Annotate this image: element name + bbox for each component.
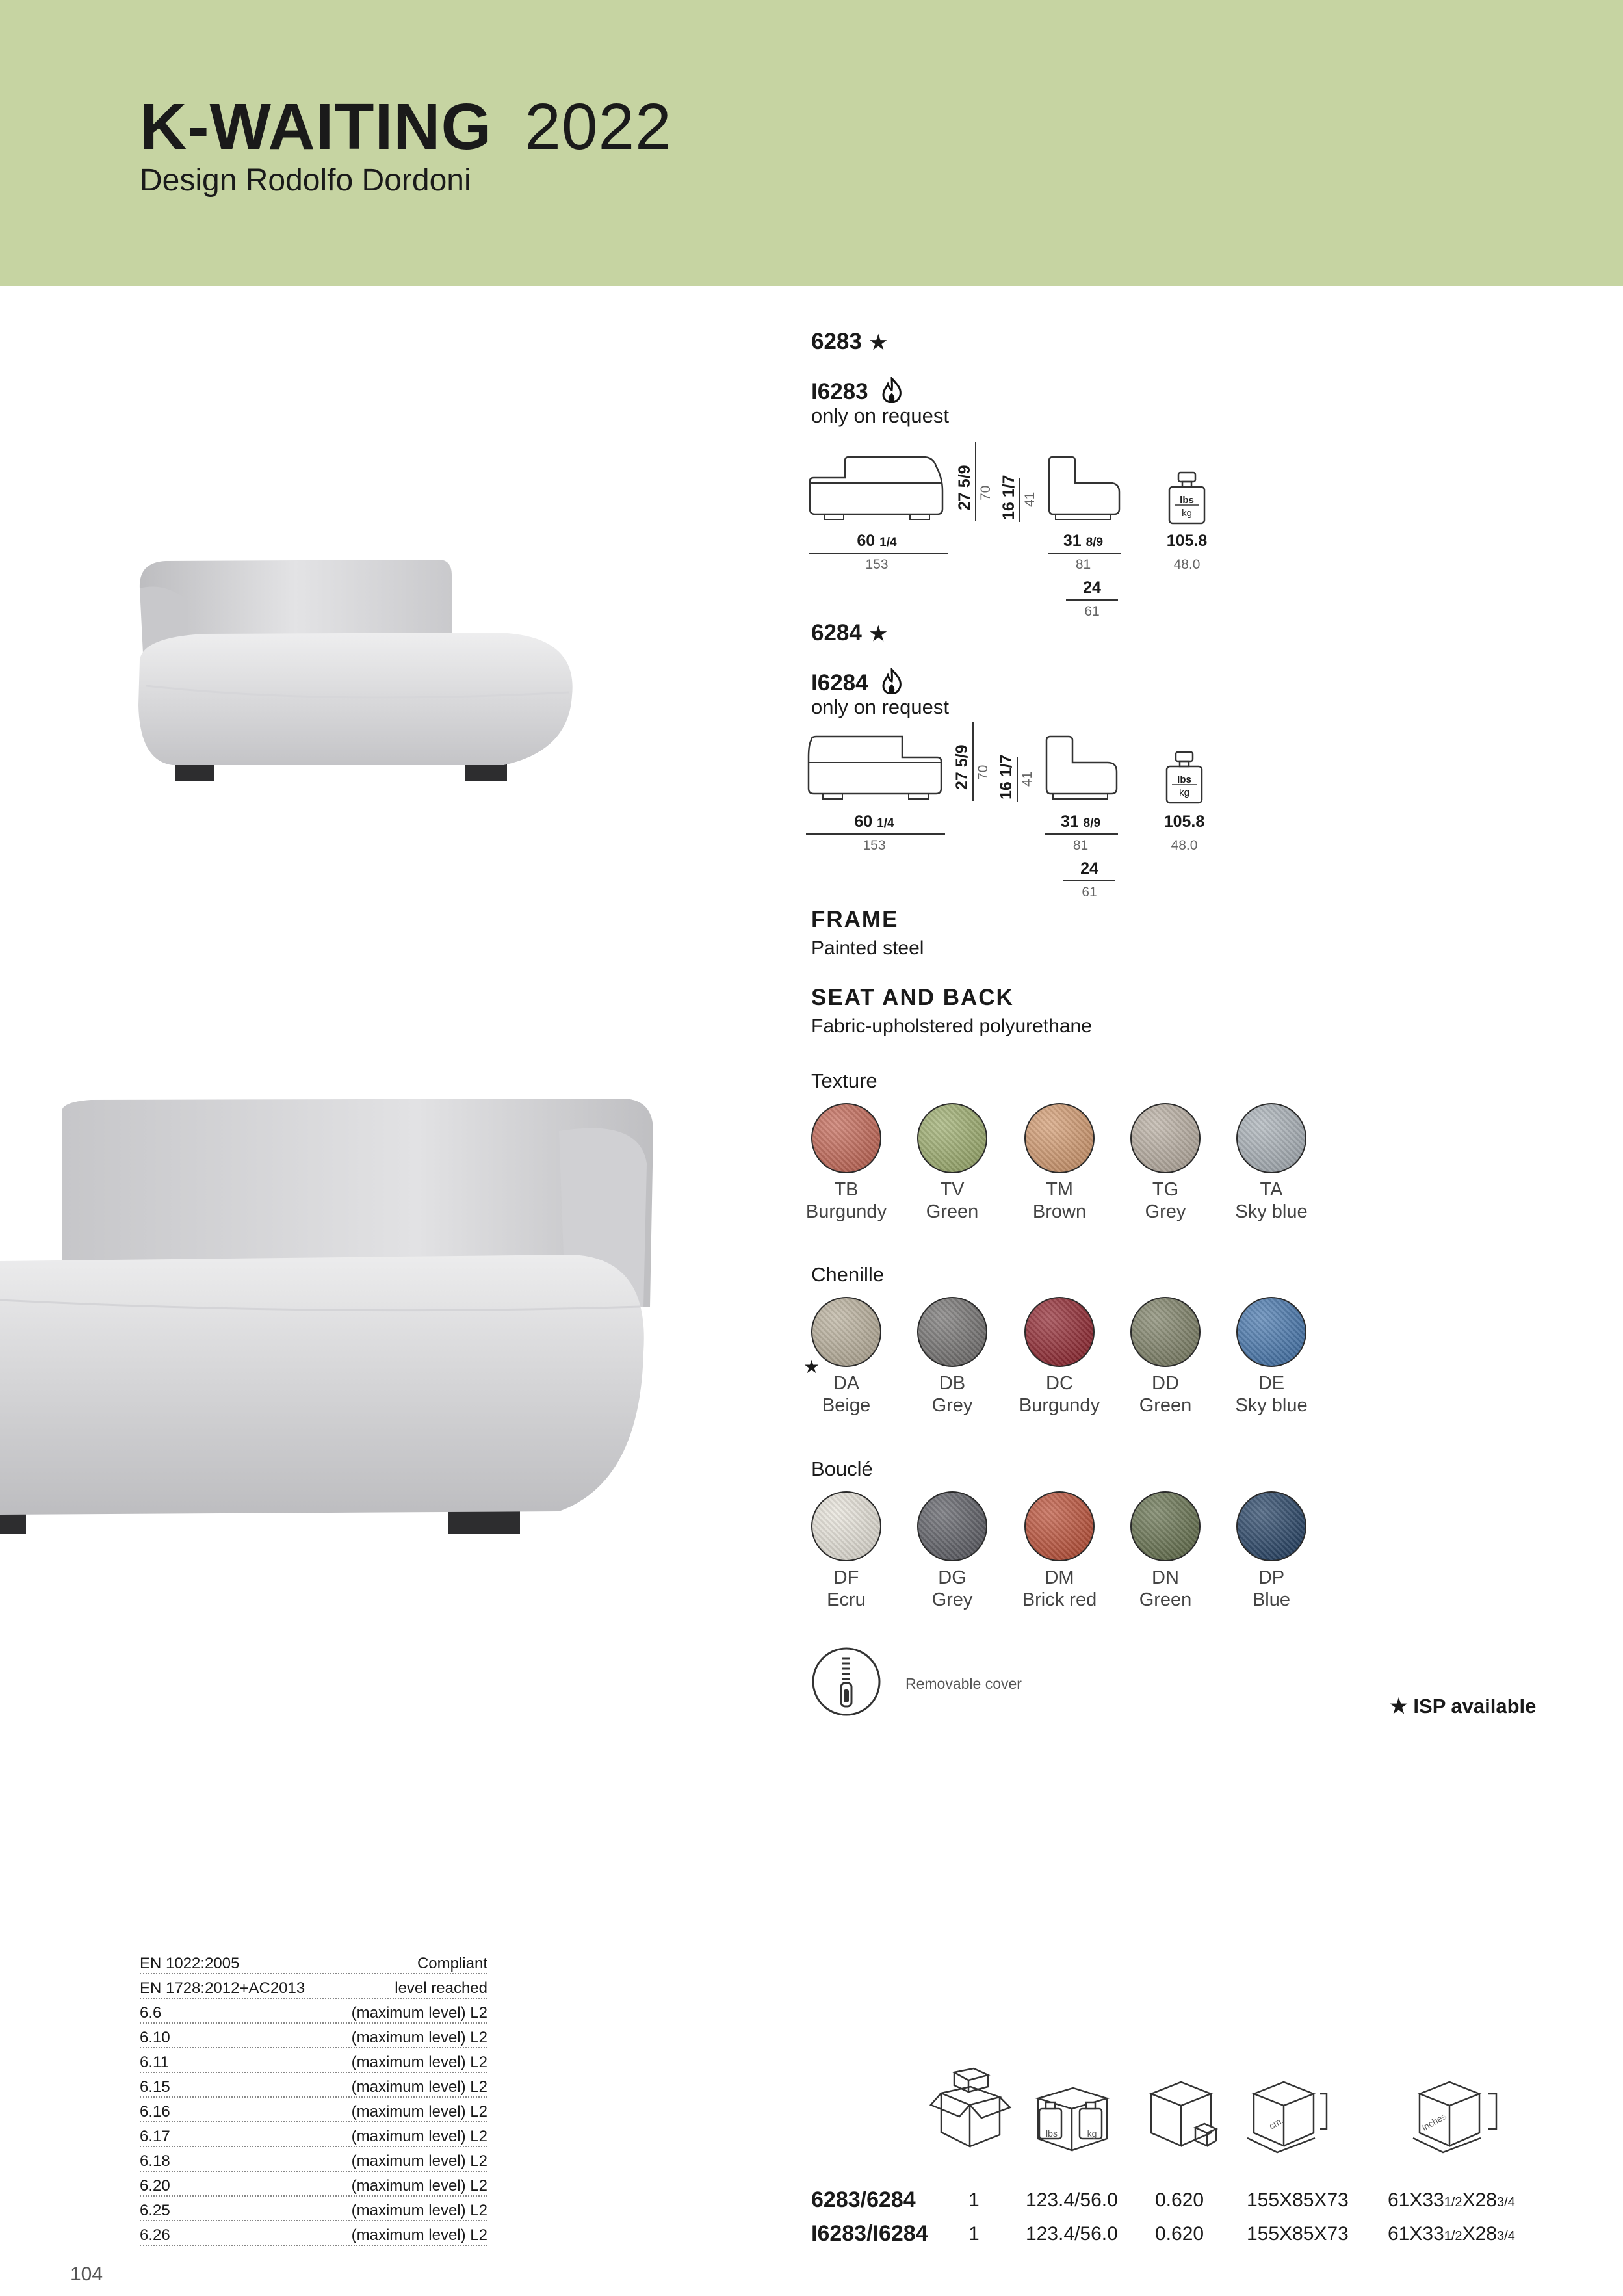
fabric-code: DP bbox=[1258, 1567, 1285, 1588]
certification-value: (maximum level) L2 bbox=[351, 2202, 487, 2219]
package-count: 1 bbox=[968, 2223, 980, 2245]
depth-inch: 31 8/9 bbox=[1063, 532, 1104, 550]
certification-value: (maximum level) L2 bbox=[351, 2078, 487, 2096]
fabric-code: DB bbox=[939, 1373, 966, 1394]
fabric-color-name: Ecru bbox=[827, 1589, 866, 1610]
leader-line bbox=[140, 2220, 487, 2221]
fabric-swatch bbox=[1024, 1491, 1095, 1561]
package-weight: 123.4/56.0 bbox=[1026, 2223, 1118, 2245]
width-dim-line bbox=[809, 553, 948, 554]
fabric-color-name: Brown bbox=[1032, 1201, 1087, 1222]
star-icon: ★ bbox=[869, 332, 887, 354]
weight-kg: 48.0 bbox=[1171, 838, 1198, 853]
certification-label: EN 1022:2005 bbox=[140, 1955, 240, 1972]
certification-row bbox=[140, 2004, 487, 2025]
side-view-drawing bbox=[1043, 731, 1121, 806]
inches-label: inches bbox=[1420, 2110, 1448, 2133]
fabric-code: DA bbox=[833, 1373, 860, 1394]
leader-line bbox=[140, 2072, 487, 2073]
depth-cm: 81 bbox=[1072, 838, 1089, 853]
package-code: 6283/6284 bbox=[811, 2187, 916, 2212]
product-title: K-WAITING 2022 bbox=[140, 90, 672, 163]
fabric-label bbox=[1001, 1372, 1118, 1416]
fabric-label bbox=[788, 1567, 905, 1611]
fabric-swatch bbox=[1130, 1103, 1201, 1173]
fire-retardant-code: I6284 bbox=[811, 668, 904, 696]
fabric-swatch bbox=[1130, 1491, 1201, 1561]
frame-heading: FRAME bbox=[811, 907, 899, 932]
weight-unit-kg: kg bbox=[1179, 787, 1189, 798]
certification-row bbox=[140, 2029, 487, 2050]
certification-value: (maximum level) L2 bbox=[351, 2029, 487, 2046]
height-dim-line bbox=[975, 442, 976, 521]
certification-row bbox=[140, 1955, 487, 1976]
package-size-cm: 155X85X73 bbox=[1247, 2223, 1349, 2245]
weight-lbs: 105.8 bbox=[1163, 813, 1205, 831]
fabric-code: DC bbox=[1046, 1373, 1073, 1394]
certification-label: 6.11 bbox=[140, 2054, 169, 2071]
certification-value: level reached bbox=[395, 1979, 487, 1997]
seat-height-cm: 41 bbox=[1022, 491, 1037, 507]
seat-depth-dim-line bbox=[1066, 599, 1118, 601]
height-inch: 27 5/9 bbox=[953, 744, 971, 790]
fabric-code: DD bbox=[1152, 1373, 1179, 1394]
certification-value: Compliant bbox=[417, 1955, 487, 1972]
seat-depth-cm: 61 bbox=[1084, 604, 1100, 619]
package-code: I6283/I6284 bbox=[811, 2221, 928, 2246]
certification-row bbox=[140, 2128, 487, 2148]
fabric-code: DN bbox=[1152, 1567, 1179, 1588]
seat-depth-inch: 24 bbox=[1080, 859, 1098, 878]
depth-dim-line bbox=[1045, 833, 1118, 835]
certification-label: 6.10 bbox=[140, 2029, 170, 2046]
request-note: only on request bbox=[811, 404, 949, 427]
packages-count-icon bbox=[928, 2067, 1013, 2155]
seat-text: Fabric-upholstered polyurethane bbox=[811, 1015, 1092, 1037]
package-size-inch: 61X331/2X283/4 bbox=[1388, 2189, 1515, 2211]
fabric-label bbox=[1213, 1372, 1330, 1416]
certification-value: (maximum level) L2 bbox=[351, 2152, 487, 2170]
header-band bbox=[0, 0, 1623, 286]
package-volume: 0.620 bbox=[1155, 2223, 1204, 2245]
weight-kg: 48.0 bbox=[1173, 557, 1201, 572]
leader-line bbox=[140, 2096, 487, 2098]
height-cm: 70 bbox=[978, 485, 993, 501]
certification-value: (maximum level) L2 bbox=[351, 2226, 487, 2244]
fabric-color-name: Grey bbox=[931, 1589, 973, 1610]
width-cm: 153 bbox=[865, 557, 889, 572]
fabric-label bbox=[788, 1372, 905, 1416]
fabric-color-name: Beige bbox=[822, 1395, 871, 1416]
width-inch: 60 1/4 bbox=[854, 813, 894, 831]
fabric-label bbox=[1213, 1567, 1330, 1611]
fabric-color-name: Green bbox=[1139, 1395, 1192, 1416]
depth-inch: 31 8/9 bbox=[1060, 813, 1101, 831]
fabric-label bbox=[894, 1179, 1011, 1223]
fabric-code: TG bbox=[1152, 1179, 1179, 1200]
fabric-label bbox=[894, 1372, 1011, 1416]
fabric-label bbox=[1213, 1179, 1330, 1223]
frame-text: Painted steel bbox=[811, 937, 924, 959]
isp-available-note: ★ ISP available bbox=[1390, 1695, 1537, 1717]
fabric-code: DF bbox=[833, 1567, 859, 1588]
fabric-group-heading: Texture bbox=[811, 1069, 877, 1092]
package-volume-icon bbox=[1147, 2077, 1222, 2155]
product-code: 6283 ★ bbox=[811, 329, 887, 354]
fabric-code: TV bbox=[940, 1179, 965, 1200]
weight-unit-lbs: lbs bbox=[1177, 774, 1191, 785]
certification-label: 6.20 bbox=[140, 2177, 170, 2195]
leader-line bbox=[140, 2121, 487, 2122]
fabric-group-heading: Bouclé bbox=[811, 1457, 873, 1480]
seat-dim-line bbox=[1017, 757, 1018, 802]
certification-row bbox=[140, 2152, 487, 2173]
fabric-swatch bbox=[811, 1297, 881, 1367]
package-count: 1 bbox=[968, 2189, 980, 2211]
certification-label: 6.16 bbox=[140, 2103, 170, 2120]
seat-dim-line bbox=[1019, 478, 1020, 522]
side-view-drawing bbox=[1045, 452, 1123, 527]
seat-depth-inch: 24 bbox=[1083, 579, 1101, 597]
leader-line bbox=[140, 1973, 487, 1974]
certification-row bbox=[140, 1979, 487, 2000]
leader-line bbox=[140, 1998, 487, 1999]
star-icon: ★ bbox=[803, 1357, 820, 1377]
removable-cover-label: Removable cover bbox=[905, 1675, 1022, 1692]
certification-value: (maximum level) L2 bbox=[351, 2128, 487, 2145]
fabric-code: DM bbox=[1045, 1567, 1074, 1588]
fabric-code: DE bbox=[1258, 1373, 1285, 1394]
weight-lbs: 105.8 bbox=[1166, 532, 1208, 550]
certification-label: 6.26 bbox=[140, 2226, 170, 2244]
fabric-color-name: Grey bbox=[931, 1395, 973, 1416]
certification-value: (maximum level) L2 bbox=[351, 2054, 487, 2071]
fabric-swatch bbox=[917, 1297, 987, 1367]
fabric-color-name: Burgundy bbox=[805, 1201, 887, 1222]
weight-unit-kg: kg bbox=[1182, 508, 1192, 519]
fabric-swatch bbox=[1236, 1491, 1306, 1561]
certification-label: EN 1728:2012+AC2013 bbox=[140, 1979, 305, 1997]
height-cm: 70 bbox=[976, 764, 991, 780]
fabric-swatch bbox=[1130, 1297, 1201, 1367]
seat-heading: SEAT AND BACK bbox=[811, 985, 1014, 1010]
fabric-swatch bbox=[917, 1491, 987, 1561]
kg-label: kg bbox=[1087, 2128, 1097, 2139]
package-size-inch: 61X331/2X283/4 bbox=[1388, 2223, 1515, 2245]
seat-height-inch: 16 1/7 bbox=[1000, 475, 1018, 520]
certification-label: 6.17 bbox=[140, 2128, 170, 2145]
fire-retardant-code: I6283 bbox=[811, 377, 904, 405]
package-weight: 123.4/56.0 bbox=[1026, 2189, 1118, 2211]
fabric-label bbox=[894, 1567, 1011, 1611]
fabric-color-name: Sky blue bbox=[1235, 1395, 1308, 1416]
sofa-module-photo bbox=[127, 556, 582, 800]
leader-line bbox=[140, 2171, 487, 2172]
packaging-row bbox=[0, 2189, 1623, 2219]
sofa-detail-photo bbox=[0, 1092, 656, 1541]
fabric-color-name: Green bbox=[926, 1201, 979, 1222]
fabric-swatch bbox=[1024, 1297, 1095, 1367]
cm-label: cm. bbox=[1267, 2115, 1286, 2132]
product-code: 6284 ★ bbox=[811, 620, 887, 646]
seat-height-inch: 16 1/7 bbox=[997, 754, 1015, 800]
fabric-swatch bbox=[1236, 1103, 1306, 1173]
seat-depth-dim-line bbox=[1063, 880, 1115, 881]
fabric-label bbox=[1001, 1179, 1118, 1223]
designer-credit: Design Rodolfo Dordoni bbox=[140, 163, 471, 198]
package-size-cm: 155X85X73 bbox=[1247, 2189, 1349, 2211]
fabric-swatch bbox=[1236, 1297, 1306, 1367]
certification-label: 6.18 bbox=[140, 2152, 170, 2170]
zipper-icon bbox=[811, 1647, 881, 1717]
height-inch: 27 5/9 bbox=[955, 465, 974, 510]
flame-icon bbox=[879, 668, 904, 694]
height-dim-line bbox=[972, 722, 974, 801]
depth-cm: 81 bbox=[1075, 557, 1091, 572]
page-number: 104 bbox=[70, 2263, 103, 2285]
lbs-label: lbs bbox=[1046, 2128, 1058, 2139]
flame-icon bbox=[879, 377, 904, 403]
leader-line bbox=[140, 2022, 487, 2024]
packaging-row bbox=[0, 2223, 1623, 2252]
certification-label: 6.15 bbox=[140, 2078, 170, 2096]
fabric-color-name: Burgundy bbox=[1019, 1395, 1100, 1416]
fabric-swatch bbox=[1024, 1103, 1095, 1173]
seat-height-cm: 41 bbox=[1020, 771, 1035, 787]
fabric-code: TB bbox=[834, 1179, 859, 1200]
fabric-color-name: Grey bbox=[1145, 1201, 1186, 1222]
certification-value: (maximum level) L2 bbox=[351, 2004, 487, 2022]
fabric-color-name: Blue bbox=[1252, 1589, 1291, 1610]
fabric-swatch bbox=[811, 1491, 881, 1561]
leader-line bbox=[140, 2047, 487, 2048]
fabric-group-heading: Chenille bbox=[811, 1263, 885, 1286]
certification-row bbox=[140, 2078, 487, 2099]
fabric-label bbox=[1107, 1179, 1224, 1223]
certification-label: 6.6 bbox=[140, 2004, 162, 2022]
fabric-label bbox=[1107, 1567, 1224, 1611]
fabric-color-name: Green bbox=[1139, 1589, 1192, 1610]
star-icon: ★ bbox=[869, 623, 887, 645]
fabric-color-name: Brick red bbox=[1022, 1589, 1097, 1610]
fabric-swatch bbox=[811, 1103, 881, 1173]
leader-line bbox=[140, 2146, 487, 2147]
fabric-code: DG bbox=[938, 1567, 967, 1588]
package-size-cm-icon bbox=[1245, 2077, 1329, 2158]
package-weight-icon bbox=[1030, 2079, 1115, 2154]
width-inch: 60 1/4 bbox=[857, 532, 897, 550]
fabric-swatch bbox=[917, 1103, 987, 1173]
fabric-label bbox=[788, 1179, 905, 1223]
certification-row bbox=[140, 2103, 487, 2124]
width-dim-line bbox=[806, 833, 945, 835]
certification-row bbox=[140, 2054, 487, 2074]
weight-unit-lbs: lbs bbox=[1180, 495, 1194, 506]
fabric-code: TM bbox=[1046, 1179, 1073, 1200]
certification-label: 6.25 bbox=[140, 2202, 170, 2219]
fabric-color-name: Sky blue bbox=[1235, 1201, 1308, 1222]
seat-depth-cm: 61 bbox=[1082, 885, 1097, 900]
certification-value: (maximum level) L2 bbox=[351, 2177, 487, 2195]
front-view-drawing bbox=[805, 731, 948, 806]
depth-dim-line bbox=[1048, 553, 1121, 554]
front-view-drawing bbox=[806, 452, 949, 527]
fabric-label bbox=[1001, 1567, 1118, 1611]
width-cm: 153 bbox=[863, 838, 886, 853]
product-year: 2022 bbox=[525, 90, 672, 163]
fabric-label bbox=[1107, 1372, 1224, 1416]
request-note: only on request bbox=[811, 696, 949, 718]
package-volume: 0.620 bbox=[1155, 2189, 1204, 2211]
fabric-code: TA bbox=[1260, 1179, 1283, 1200]
certification-value: (maximum level) L2 bbox=[351, 2103, 487, 2120]
package-size-inch-icon bbox=[1397, 2077, 1514, 2158]
